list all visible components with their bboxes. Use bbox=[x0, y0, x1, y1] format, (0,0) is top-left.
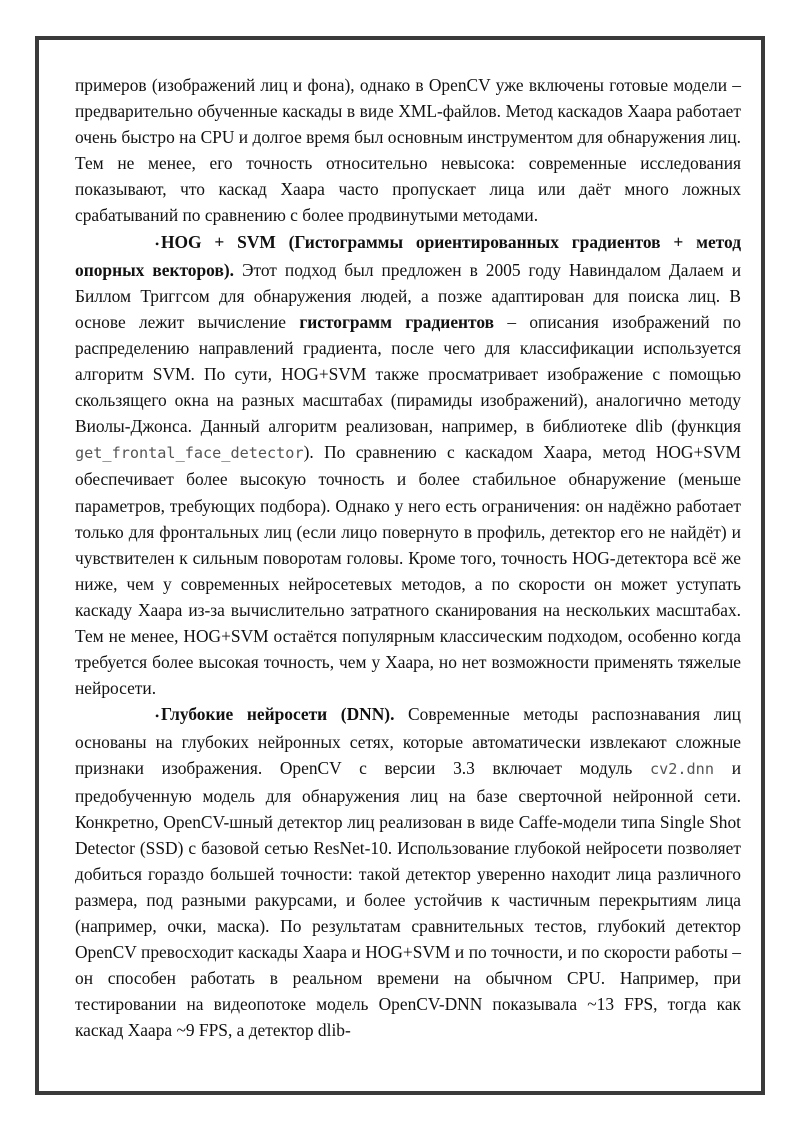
paragraph-intro bbox=[75, 72, 741, 229]
hog-code-function: get_frontal_face_detector bbox=[75, 444, 304, 463]
intro-text: примеров (изображений лиц и фона), однако в OpenCV уже включены готовые модели – предварительно обученные каскады в виде XML-файлов. Метод каскадов Хаара работает очень быстро на CPU и долгое время был основным инструментом для обнаружения лиц. Тем не менее, его точность относительно невысока: современные исследования показывают, что каскад Хаара часто пропускает лица или даёт много ложных срабатываний по сравнению с более продвинутыми методами. bbox=[75, 75, 741, 226]
hog-title: HOG + SVM (Гистограммы ориентированных градиентов + метод опорных векторов). bbox=[75, 231, 741, 280]
bullet-icon: • bbox=[155, 709, 160, 724]
hog-bold-term: гистограмм градиентов bbox=[299, 311, 495, 332]
dnn-title: Глубокие нейросети (DNN). bbox=[161, 704, 395, 725]
document-body bbox=[75, 72, 741, 1043]
list-item-dnn bbox=[75, 701, 741, 1043]
hog-text-1: Этот подход был предложен в 2005 году Навиндалом Далаем и Биллом Триггсом для обнаружения людей, а позже адаптирован для поиска лиц. В основе лежит вычисление bbox=[75, 259, 741, 332]
hog-text-3: ). По сравнению с каскадом Хаара, метод HOG+SVM обеспечивает более высокую точность и более стабильное обнаружение (меньше параметров, требующих подбора). Однако у него есть ограничения: он надёжно работает только для фронтальных лиц (если лицо повернуто в профиль, детектор его не найдёт) и чувствителен к сильным поворотам головы. Кроме того, точность HOG-детектора всё же ниже, чем у современных нейросетевых методов, а по скорости он может уступать каскаду Хаара из-за вычислительно затратного сканирования на нескольких масштабах. Тем не менее, HOG+SVM остаётся популярным классическим подходом, особенно когда требуется более высокая точность, чем у Хаара, но нет возможности применять тяжелые нейросети. bbox=[75, 442, 741, 699]
dnn-code-module: cv2.dnn bbox=[649, 760, 714, 779]
bullet-icon: • bbox=[155, 236, 160, 251]
list-item-hog-svm bbox=[75, 229, 741, 702]
dnn-text-1: Современные методы распознавания лиц основаны на глубоких нейронных сетях, которые автоматически извлекают сложные признаки изображения. OpenCV с версии 3.3 включает модуль bbox=[75, 704, 741, 779]
hog-text-2: – описания изображений по распределению направлений градиента, после чего для классификации используется алгоритм SVM. По сути, HOG+SVM также просматривает изображение с помощью скользящего окна на разных масштабах (пирамиды изображений), аналогично методу Виолы-Джонса. Данный алгоритм реализован, например, в библиотеке dlib (функция bbox=[75, 311, 741, 437]
dnn-text-2: и предобученную модель для обнаружения лиц на базе сверточной нейронной сети. Конкретно, OpenCV-шный детектор лиц реализован в виде Caffe-модели типа Single Shot Detector (SSD) с базовой сетью ResNet-10. Использование глубокой нейросети позволяет добиться гораздо большей точности: такой детектор уверенно находит лица различного размера, под разными ракурсами, и более устойчив к частичным перекрытиям лица (например, очки, маска). По результатам сравнительных тестов, глубокий детектор OpenCV превосходит каскады Хаара и HOG+SVM и по точности, и по скорости работы – он способен работать в реальном времени на обычном CPU. Например, при тестировании на видеопотоке модель OpenCV-DNN показывала ~13 FPS, тогда как каскад Хаара ~9 FPS, а детектор dlib- bbox=[75, 758, 741, 1041]
